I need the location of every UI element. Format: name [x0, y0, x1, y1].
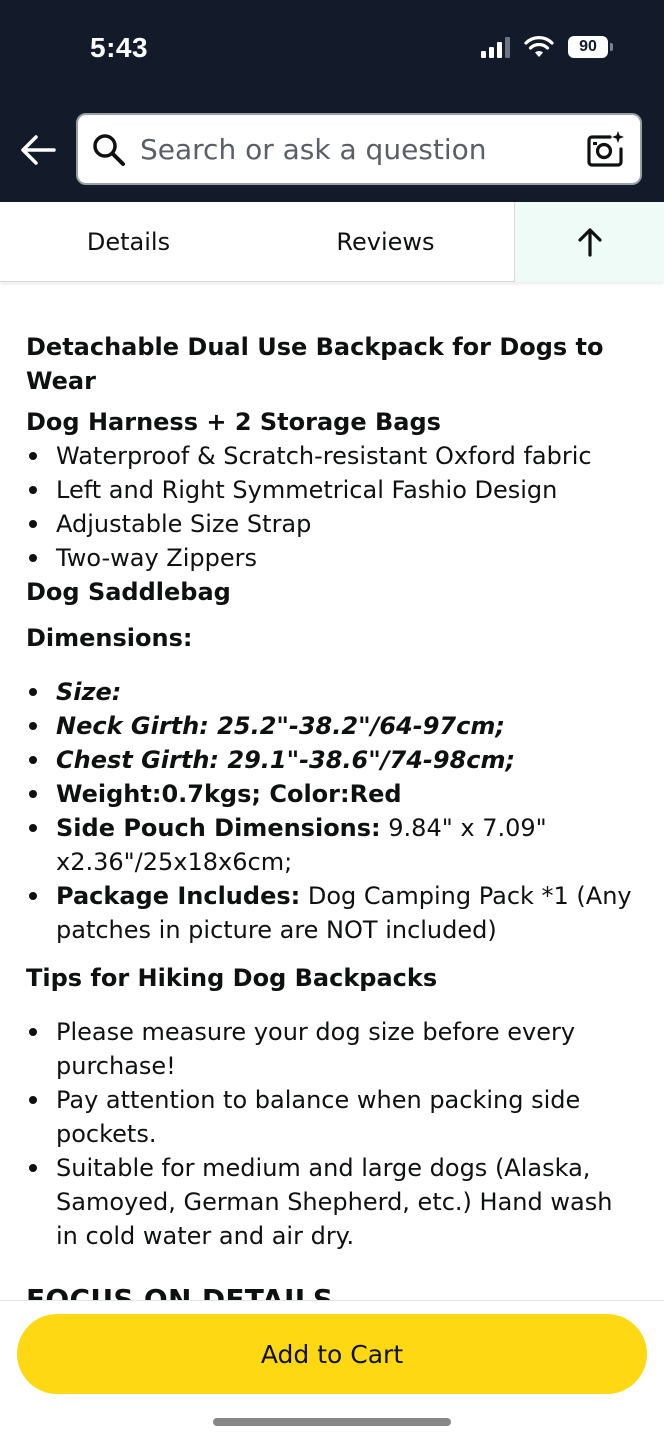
home-indicator[interactable] [213, 1418, 451, 1426]
list-item: Two-way Zippers [26, 541, 638, 575]
list-item: Chest Girth: 29.1"-38.6"/74-98cm; [26, 743, 638, 777]
pouch-value: 9.84" x 7.09" x2.36"/25x18x6cm; [56, 814, 547, 876]
top-header [0, 0, 664, 202]
list-item: Waterproof & Scratch-resistant Oxford fabric [26, 439, 638, 473]
tips-heading: Tips for Hiking Dog Backpacks [26, 964, 438, 992]
list-item: Adjustable Size Strap [26, 507, 638, 541]
harness-heading: Dog Harness + 2 Storage Bags [26, 408, 441, 436]
back-arrow-icon[interactable] [20, 130, 56, 170]
arrow-up-icon [577, 227, 603, 257]
search-icon [92, 133, 126, 167]
list-item: Neck Girth: 25.2"-38.2"/64-97cm; [26, 709, 638, 743]
description-title: Detachable Dual Use Backpack for Dogs to Wear [26, 333, 604, 395]
pouch-label: Side Pouch Dimensions: [56, 814, 381, 842]
search-bar[interactable] [76, 113, 642, 185]
tips-list [26, 1015, 638, 1253]
list-item [26, 879, 638, 947]
battery-icon: 90 [568, 36, 608, 58]
status-indicators [481, 36, 608, 58]
add-to-cart-button[interactable]: Add to Cart [17, 1314, 647, 1394]
list-item: Size: [26, 675, 638, 709]
list-item: Please measure your dog size before every purchase! [26, 1015, 638, 1083]
list-item [26, 811, 638, 879]
dimensions-list [26, 675, 638, 947]
section-tab-bar [0, 202, 664, 282]
dimensions-heading: Dimensions: [26, 624, 193, 652]
scroll-to-top-button[interactable] [514, 202, 664, 282]
status-time: 5:43 [90, 32, 149, 63]
list-item: Suitable for medium and large dogs (Alaska, Samoyed, German Shepherd, etc.) Hand wash in cold water and air dry. [26, 1151, 638, 1253]
list-item: Weight:0.7kgs; Color:Red [26, 777, 638, 811]
product-description [26, 330, 638, 1317]
harness-feature-list [26, 439, 638, 575]
search-input[interactable] [140, 115, 560, 183]
camera-search-icon[interactable] [586, 129, 626, 169]
tab-details[interactable]: Details [86, 228, 171, 256]
list-item: Left and Right Symmetrical Fashio Design [26, 473, 638, 507]
package-label: Package Includes: [56, 882, 301, 910]
saddlebag-heading: Dog Saddlebag [26, 578, 231, 606]
list-item: Pay attention to balance when packing side pockets. [26, 1083, 638, 1151]
bottom-action-bar [0, 1300, 664, 1440]
package-value: Dog Camping Pack *1 (Any patches in picture are NOT included) [56, 882, 632, 944]
cellular-signal-icon [481, 36, 510, 58]
wifi-icon [524, 36, 554, 58]
tab-reviews[interactable]: Reviews [336, 228, 435, 256]
